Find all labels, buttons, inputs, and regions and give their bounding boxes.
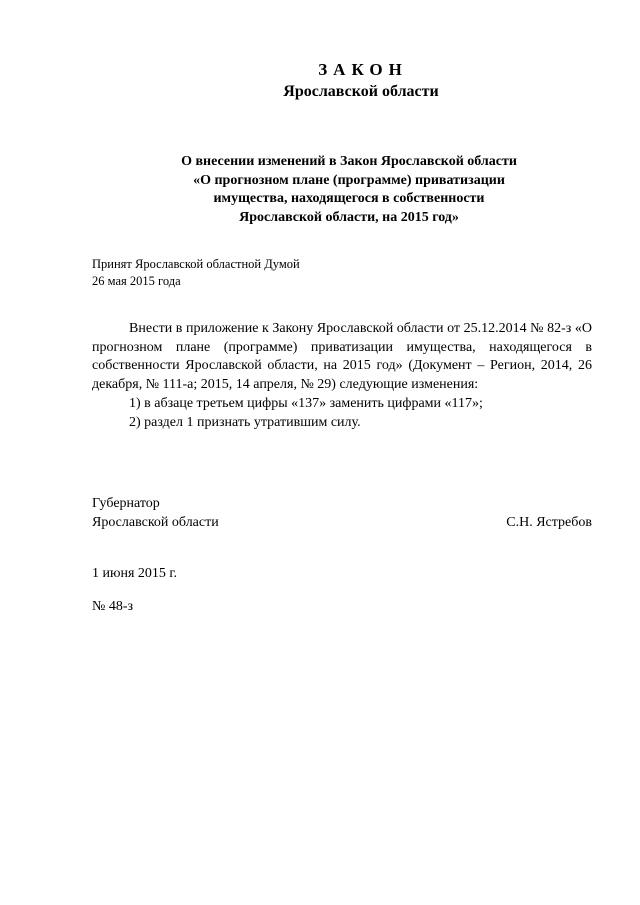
law-title: ЗАКОН <box>318 60 408 79</box>
signatory-name: С.Н. Ястребов <box>506 515 592 530</box>
law-region: Ярославской области <box>283 83 439 100</box>
signatory-position-line1: Губернатор <box>92 496 160 511</box>
signatory-position-line2: Ярославской области <box>92 515 219 530</box>
signature-block <box>92 494 592 532</box>
heading-line: «О прогнозном плане (программе) приватизации <box>193 172 505 188</box>
law-body <box>92 320 592 432</box>
adoption-body: Принят Ярославской областной Думой <box>92 257 300 271</box>
heading-line: Ярославской области, на 2015 год» <box>239 209 459 225</box>
law-number: № 48-з <box>92 599 134 614</box>
heading-line: О внесении изменений в Закон Ярославской области <box>181 154 517 169</box>
amendment-item: 2) раздел 1 признать утратившим силу. <box>129 414 361 430</box>
body-paragraph: Внести в приложение к Закону Ярославской области от 25.12.2014 № 82-з «О прогнозном плане (программе) приватизации имущества, находящегося в собственности Ярославской области, на 2015 год» (Документ – Регион, 2014, 26 декабря, № 111-а; 2015, 14 апреля, № 29) следующие изменения: <box>92 321 592 393</box>
heading-line: имущества, находящегося в собственности <box>213 191 485 206</box>
signature-row <box>92 513 592 532</box>
amendment-item: 1) в абзаце третьем цифры «137» заменить цифрами «117»; <box>129 395 483 411</box>
adoption-note <box>92 256 300 290</box>
signing-date: 1 июня 2015 г. <box>92 566 178 581</box>
adoption-date: 26 мая 2015 года <box>92 274 181 288</box>
law-heading <box>0 153 640 227</box>
